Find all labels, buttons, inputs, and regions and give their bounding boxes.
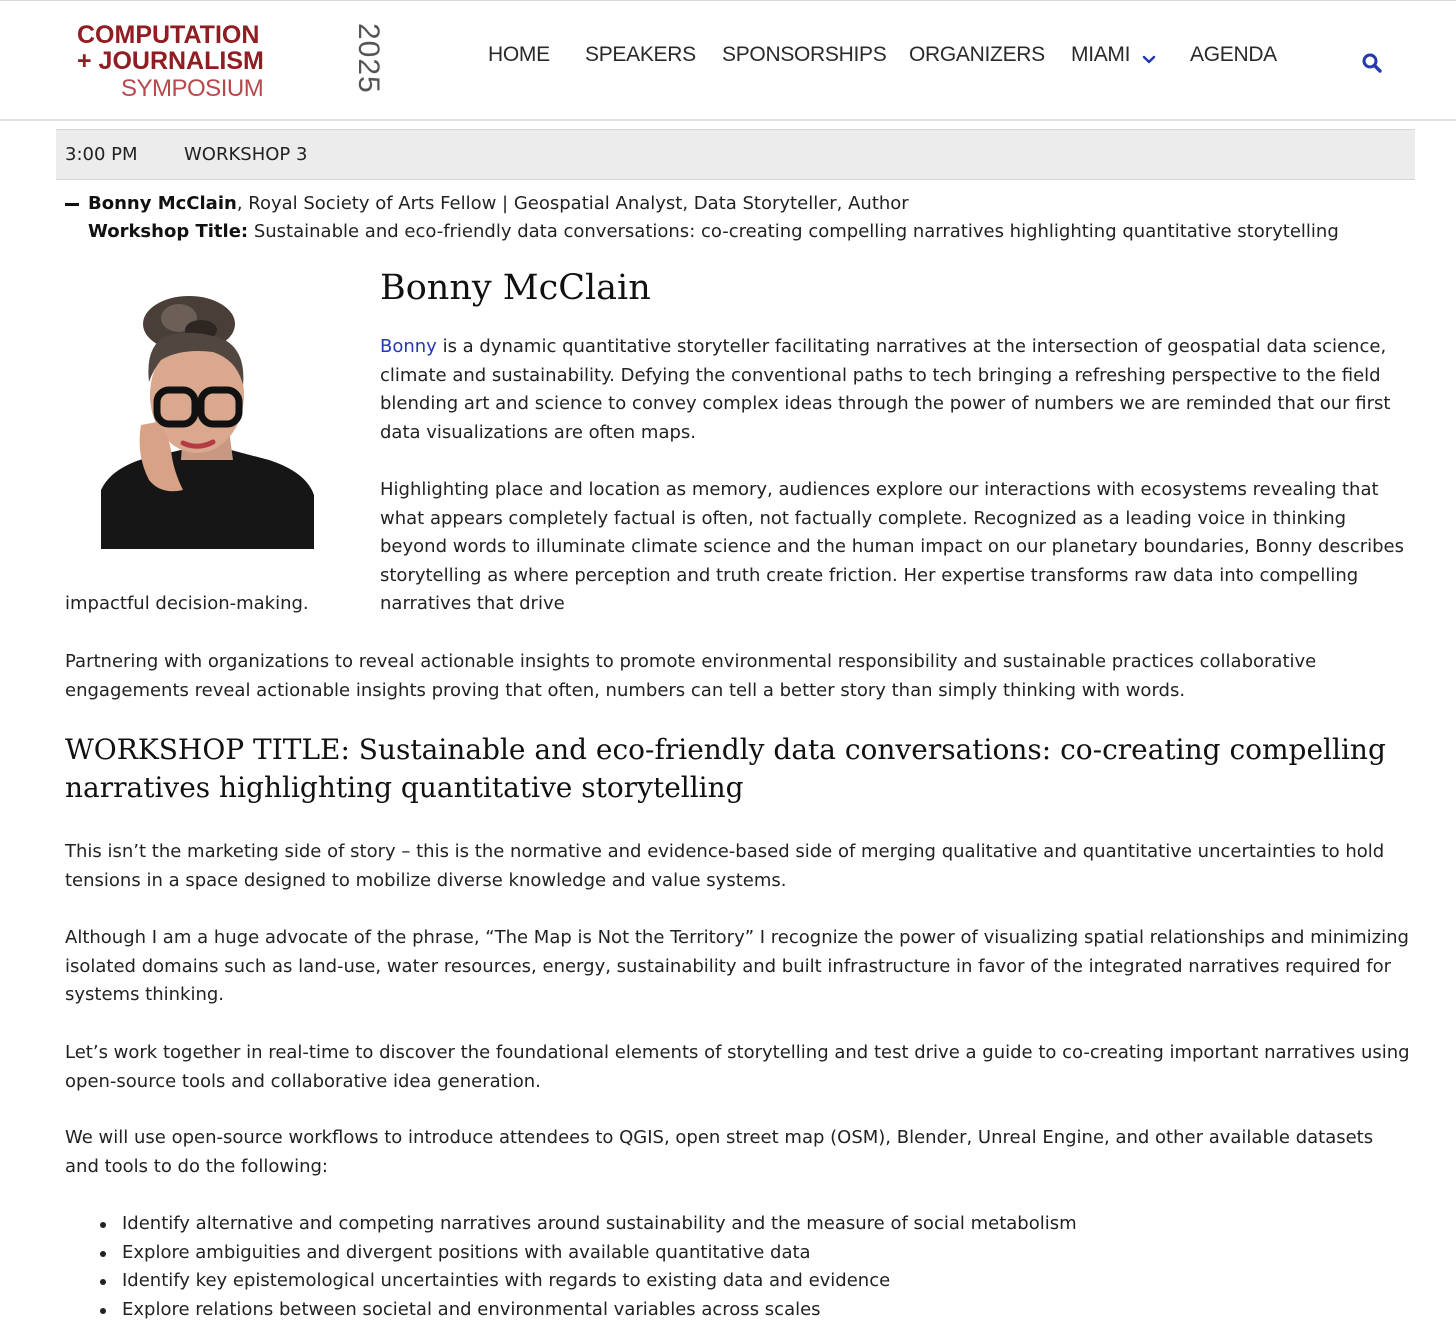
session-title: WORKSHOP 3 bbox=[184, 144, 308, 165]
bio-paragraph-1: Bonny is a dynamic quantitative storyteller facilitating narratives at the intersection of geospatial data science, climate and sustainability. Defying the conventional paths to tech bringing a refreshing perspective to the field blending art and science to convey complex ideas through the power of numbers we are reminded that our first data visualizations are often maps. bbox=[380, 336, 1391, 443]
site-header bbox=[0, 0, 1456, 121]
search-icon[interactable] bbox=[1361, 52, 1383, 74]
nav-item-speakers[interactable]: SPEAKERS bbox=[585, 43, 696, 66]
workshop-title-line bbox=[88, 220, 1339, 244]
bio-paragraph-3: Partnering with organizations to reveal actionable insights to promote environmental responsibility and sustainable practices collaborative engagements reveal actionable insights proving that often, numbers can tell a better story than simply thinking with words. bbox=[65, 651, 1317, 701]
workshop-bullet-list bbox=[100, 1210, 1300, 1324]
logo-year: 2025 bbox=[352, 23, 385, 94]
workshop-title-label: Workshop Title: bbox=[88, 221, 249, 242]
nav-item-miami[interactable]: MIAMI bbox=[1071, 43, 1131, 66]
workshop-paragraph-4: We will use open-source workflows to introduce attendees to QGIS, open street map (OSM), Blender, Unreal Engine, and other available datasets and tools to do the following: bbox=[65, 1127, 1374, 1177]
bonny-link[interactable]: Bonny bbox=[380, 336, 437, 357]
workshop-heading: WORKSHOP TITLE: Sustainable and eco-friendly data conversations: co-creating compelling narratives highlighting quantitative storytelling bbox=[65, 733, 1386, 804]
collapse-icon[interactable] bbox=[65, 203, 79, 206]
nav-item-agenda[interactable]: AGENDA bbox=[1190, 43, 1277, 66]
workshop-paragraph-1: This isn’t the marketing side of story – this is the normative and evidence-based side of merging qualitative and quantitative uncertainties to hold tensions in a space designed to mobilize diverse knowledge and value systems. bbox=[65, 841, 1385, 891]
speaker-photo bbox=[101, 290, 314, 549]
workshop-paragraph-2: Although I am a huge advocate of the phrase, “The Map is Not the Territory” I recognize the power of visualizing spatial relationships and minimizing isolated domains such as land-use, water resources, energy, sustainability and built infrastructure in favor of the integrated narratives required for systems thinking. bbox=[65, 927, 1409, 1006]
agenda-session-row[interactable] bbox=[56, 129, 1415, 180]
session-time: 3:00 PM bbox=[65, 144, 138, 165]
nav-item-home[interactable]: HOME bbox=[488, 43, 550, 66]
speaker-role: , Royal Society of Arts Fellow | Geospatial Analyst, Data Storyteller, Author bbox=[236, 193, 909, 214]
logo-line-symposium: SYMPOSIUM bbox=[121, 75, 264, 102]
list-item: Explore ambiguities and divergent positions with available quantitative data bbox=[100, 1239, 1300, 1268]
nav-item-sponsorships[interactable]: SPONSORSHIPS bbox=[722, 43, 887, 66]
speaker-bio-name: Bonny McClain bbox=[380, 268, 651, 308]
nav-item-organizers[interactable]: ORGANIZERS bbox=[909, 43, 1045, 66]
chevron-down-icon[interactable] bbox=[1141, 51, 1157, 67]
workshop-paragraph-3: Let’s work together in real-time to discover the foundational elements of storytelling and test drive a guide to co-creating important narratives using open-source tools and collaborative idea generation. bbox=[65, 1042, 1410, 1092]
bio-paragraph-2: Highlighting place and location as memory, audiences explore our interactions with ecosystems revealing that what appears completely factual is often, not factually complete. Recognized as a leading voice in thinking beyond words to illuminate climate science and the human impact on our planetary boundaries, Bonny describes storytelling as where perception and truth create friction. Her expertise transforms raw data into compelling narratives that drive bbox=[380, 479, 1404, 615]
site-logo[interactable] bbox=[77, 21, 385, 103]
bio-paragraph-2-end: impactful decision-making. bbox=[65, 593, 309, 614]
logo-line-computation: COMPUTATION bbox=[77, 21, 260, 49]
logo-line-journalism: + JOURNALISM bbox=[77, 47, 264, 75]
list-item: Explore relations between societal and environmental variables across scales bbox=[100, 1296, 1300, 1325]
list-item: Identify alternative and competing narratives around sustainability and the measure of social metabolism bbox=[100, 1210, 1300, 1239]
speaker-line bbox=[65, 192, 909, 216]
list-item: Identify key epistemological uncertainties with regards to existing data and evidence bbox=[100, 1267, 1300, 1296]
speaker-name: Bonny McClain bbox=[88, 193, 237, 214]
workshop-title-text: Sustainable and eco-friendly data conversations: co-creating compelling narratives highlighting quantitative storytelling bbox=[248, 221, 1339, 242]
